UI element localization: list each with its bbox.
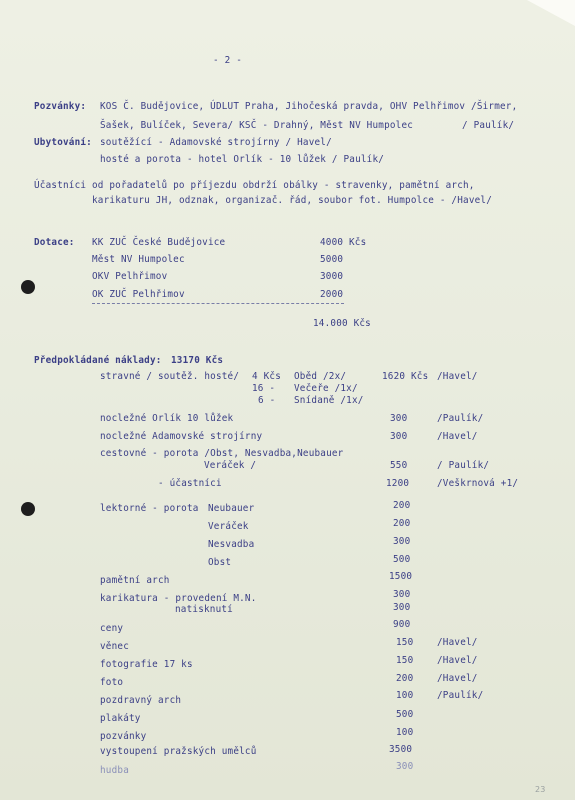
cost-label: ceny bbox=[100, 623, 124, 634]
cost-amount: 3500 bbox=[389, 744, 413, 755]
donation-amount: 4000 Kčs bbox=[320, 237, 367, 248]
corner-mark: 23 bbox=[535, 785, 546, 794]
cost-amount: 300 bbox=[393, 602, 411, 613]
cost-note: /Havel/ bbox=[437, 655, 478, 666]
lodging-label: Ubytování: bbox=[34, 137, 92, 148]
cost-label: plakáty bbox=[100, 713, 141, 724]
board-qty: 16 - bbox=[252, 383, 276, 394]
donations-divider bbox=[92, 303, 344, 304]
cost-amount: 300 bbox=[396, 761, 414, 772]
cost-amount: 150 bbox=[396, 655, 414, 666]
cost-amount: 150 bbox=[396, 637, 414, 648]
board-meal: Oběd /2x/ bbox=[294, 371, 347, 382]
cost-amount: 100 bbox=[396, 727, 414, 738]
invites-line1: KOS Č. Budějovice, ÚDLUT Praha, Jihočeská pravda, OHV Pelhřimov /Širmer, bbox=[100, 101, 518, 112]
cost-label: natisknutí bbox=[175, 604, 233, 615]
board-meal: Večeře /1x/ bbox=[294, 383, 358, 394]
board-note: /Havel/ bbox=[437, 371, 478, 382]
cost-amount: 100 bbox=[396, 690, 414, 701]
cost-label: - účastníci bbox=[158, 478, 222, 489]
cost-amount: 500 bbox=[396, 709, 414, 720]
lecture-label: lektorné - porota bbox=[100, 503, 199, 514]
donation-name: OK ZUČ Pelhřimov bbox=[92, 289, 185, 300]
cost-label: karikatura - provedení M.N. bbox=[100, 593, 257, 604]
cost-amount: 900 bbox=[393, 619, 411, 630]
board-qty: 4 Kčs bbox=[252, 371, 281, 382]
lodging-line1: soutěžící - Adamovské strojírny / Havel/ bbox=[100, 137, 332, 148]
donation-amount: 3000 bbox=[320, 271, 344, 282]
lecture-name: Veráček bbox=[208, 521, 249, 532]
cost-amount: 1200 bbox=[386, 478, 410, 489]
lecture-name: Neubauer bbox=[208, 503, 255, 514]
folded-corner bbox=[527, 0, 575, 26]
lecture-amount: 500 bbox=[393, 554, 411, 565]
cost-note: /Havel/ bbox=[437, 673, 478, 684]
cost-label: pamětní arch bbox=[100, 575, 170, 586]
costs-label: Předpokládané náklady: bbox=[34, 355, 162, 366]
participants-line1: Účastníci od pořadatelů po příjezdu obdrží obálky - stravenky, pamětní arch, bbox=[34, 180, 475, 191]
cost-amount: 300 bbox=[390, 431, 408, 442]
donation-name: Měst NV Humpolec bbox=[92, 254, 185, 265]
donations-label: Dotace: bbox=[34, 237, 75, 248]
cost-label: pozvánky bbox=[100, 731, 147, 742]
donation-amount: 2000 bbox=[320, 289, 344, 300]
cost-note: /Veškrnová +1/ bbox=[437, 478, 519, 489]
donation-name: OKV Pelhřimov bbox=[92, 271, 168, 282]
cost-label: vystoupení pražských umělců bbox=[100, 746, 257, 757]
cost-label: cestovné - porota /Obst, Nesvadba,Neubauer bbox=[100, 448, 344, 459]
board-label: stravné / soutěž. hosté/ bbox=[100, 371, 240, 382]
cost-label: věnec bbox=[100, 641, 129, 652]
cost-amount: 300 bbox=[390, 413, 408, 424]
cost-label: hudba bbox=[100, 765, 129, 776]
board-amount: 1620 Kčs bbox=[382, 371, 429, 382]
donation-amount: 5000 bbox=[320, 254, 344, 265]
invites-label: Pozvánky: bbox=[34, 101, 87, 112]
cost-amount: 1500 bbox=[389, 571, 413, 582]
cost-label-continued: Veráček / bbox=[204, 460, 257, 471]
participants-line2: karikaturu JH, odznak, organizač. řád, soubor fot. Humpolce - /Havel/ bbox=[92, 195, 493, 206]
lecture-amount: 200 bbox=[393, 500, 411, 511]
cost-note: /Paulík/ bbox=[437, 690, 484, 701]
invites-line2: Šašek, Bulíček, Severa/ KSČ - Drahný, Měst NV Humpolec bbox=[100, 120, 414, 131]
cost-amount: 300 bbox=[393, 589, 411, 600]
lecture-name: Obst bbox=[208, 557, 232, 568]
lecture-amount: 300 bbox=[393, 536, 411, 547]
board-qty: 6 - bbox=[258, 395, 276, 406]
cost-label: foto bbox=[100, 677, 124, 688]
lecture-name: Nesvadba bbox=[208, 539, 255, 550]
lodging-line2: hosté a porota - hotel Orlík - 10 lůžek / Paulík/ bbox=[100, 154, 385, 165]
donations-total: 14.000 Kčs bbox=[313, 318, 371, 329]
board-meal: Snídaně /1x/ bbox=[294, 395, 364, 406]
cost-label: nocležné Orlík 10 lůžek bbox=[100, 413, 234, 424]
lecture-amount: 200 bbox=[393, 518, 411, 529]
cost-note: /Paulík/ bbox=[437, 413, 484, 424]
cost-label: nocležné Adamovské strojírny bbox=[100, 431, 263, 442]
punch-hole-bottom bbox=[21, 502, 35, 516]
cost-note: / Paulík/ bbox=[437, 460, 490, 471]
page-number: - 2 - bbox=[213, 55, 242, 66]
cost-note: /Havel/ bbox=[437, 637, 478, 648]
punch-hole-top bbox=[21, 280, 35, 294]
cost-amount: 550 bbox=[390, 460, 408, 471]
cost-label: fotografie 17 ks bbox=[100, 659, 193, 670]
donation-name: KK ZUČ České Budějovice bbox=[92, 237, 226, 248]
cost-amount: 200 bbox=[396, 673, 414, 684]
invites-note: / Paulík/ bbox=[462, 120, 515, 131]
cost-note: /Havel/ bbox=[437, 431, 478, 442]
cost-label: pozdravný arch bbox=[100, 695, 182, 706]
costs-total: 13170 Kčs bbox=[171, 355, 224, 366]
